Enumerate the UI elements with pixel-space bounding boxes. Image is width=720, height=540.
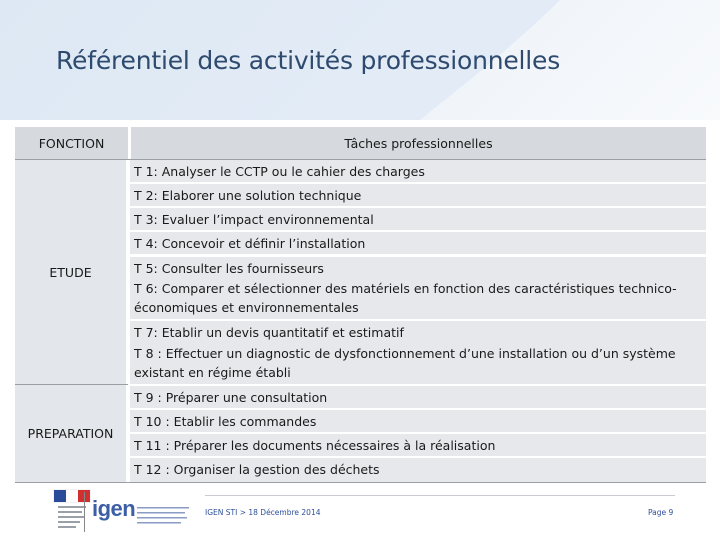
- page-title: Référentiel des activités professionnelles: [56, 46, 561, 75]
- task-t7: T 7: Etablir un devis quantitatif et estimatif: [130, 321, 706, 343]
- task-t4: T 4: Concevoir et définir l’installation: [130, 232, 706, 254]
- ministry-logo: [52, 488, 92, 536]
- task-t5: T 5: Consulter les fournisseurs: [130, 257, 706, 279]
- task-t10: T 10 : Etablir les commandes: [130, 410, 706, 432]
- header-tasks: Tâches professionnelles: [128, 127, 706, 160]
- task-t9: T 9 : Préparer une consultation: [130, 386, 706, 408]
- task-t12: T 12 : Organiser la gestion des déchets: [130, 458, 706, 482]
- task-t1: T 1: Analyser le CCTP ou le cahier des charges: [130, 160, 706, 182]
- footer-rule: [205, 495, 675, 496]
- igen-logo-text: igen: [92, 496, 136, 521]
- igen-logo: [92, 496, 135, 522]
- task-t2: T 2: Elaborer une solution technique: [130, 184, 706, 206]
- task-t3: T 3: Evaluer l’impact environnemental: [130, 208, 706, 230]
- function-preparation: PREPARATION: [15, 385, 128, 482]
- footer-page-number: Page 9: [648, 508, 674, 517]
- function-etude: ETUDE: [15, 160, 128, 384]
- task-t8: T 8 : Effectuer un diagnostic de dysfonctionnement d’une installation ou d’un système existant en régime établi: [130, 342, 706, 384]
- task-t11: T 11 : Préparer les documents nécessaires à la réalisation: [130, 434, 706, 456]
- footer-divider: [84, 492, 85, 532]
- table-bottom-rule: [15, 482, 706, 483]
- header-function: FONCTION: [15, 127, 128, 160]
- task-t6: T 6: Comparer et sélectionner des matériels en fonction des caractéristiques technico-économiques et environnementales: [130, 277, 706, 319]
- footer-event: IGEN STI > 18 Décembre 2014: [205, 508, 321, 517]
- igen-tagline-lines: [137, 505, 192, 529]
